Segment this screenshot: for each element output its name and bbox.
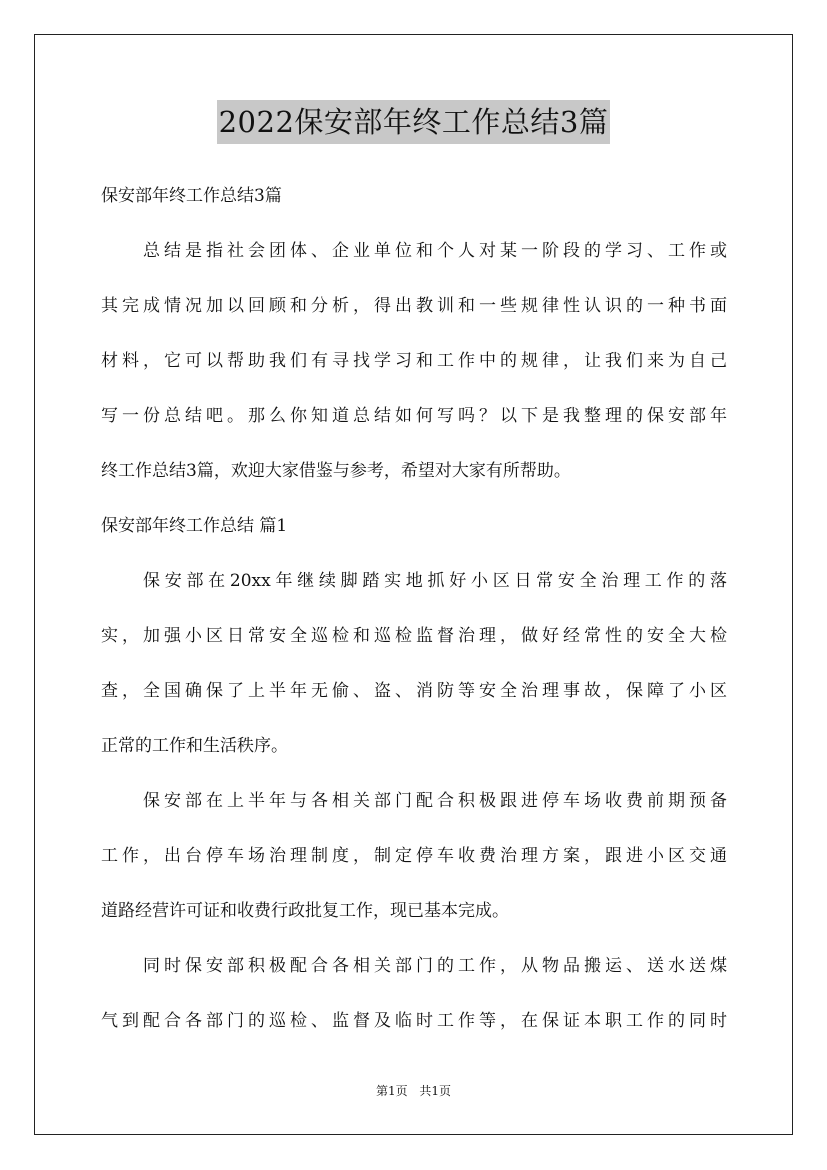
para1-line-2: 实，加强小区日常安全巡检和巡检监督治理，做好经常性的安全大检 [101, 626, 727, 646]
document-body [101, 176, 727, 1042]
page-total: 共1页 [419, 1084, 452, 1098]
page-footer [0, 1082, 827, 1099]
section-heading: 保安部年终工作总结 篇1 [101, 516, 288, 536]
para1-line-4: 正常的工作和生活秩序。 [101, 736, 288, 756]
para2-line-3: 道路经营许可证和收费行政批复工作，现已基本完成。 [101, 901, 509, 921]
intro-line-4: 写一份总结吧。那么你知道总结如何写吗？以下是我整理的保安部年 [101, 406, 727, 426]
intro-line-2: 其完成情况加以回顾和分析，得出教训和一些规律性认识的一种书面 [101, 296, 727, 316]
document-subtitle: 保安部年终工作总结3篇 [101, 186, 282, 206]
para3-line-2: 气到配合各部门的巡检、监督及临时工作等，在保证本职工作的同时 [101, 1011, 727, 1031]
intro-line-3: 材料，它可以帮助我们有寻找学习和工作中的规律，让我们来为自己 [101, 351, 727, 371]
intro-line-1: 总结是指社会团体、企业单位和个人对某一阶段的学习、工作或 [143, 241, 727, 261]
para2-line-2: 工作，出台停车场治理制度，制定停车收费治理方案，跟进小区交通 [101, 846, 727, 866]
para3-line-1: 同时保安部积极配合各相关部门的工作，从物品搬运、送水送煤 [143, 956, 727, 976]
page-number: 第1页 [375, 1084, 408, 1098]
para1-line-1: 保安部在20xx年继续脚踏实地抓好小区日常安全治理工作的落 [143, 571, 727, 591]
para2-line-1: 保安部在上半年与各相关部门配合积极跟进停车场收费前期预备 [143, 791, 727, 811]
intro-line-5: 终工作总结3篇，欢迎大家借鉴与参考，希望对大家有所帮助。 [101, 461, 571, 481]
title-area [0, 100, 827, 144]
para1-line-3: 查，全国确保了上半年无偷、盗、消防等安全治理事故，保障了小区 [101, 681, 727, 701]
document-title: 2022保安部年终工作总结3篇 [217, 100, 611, 144]
